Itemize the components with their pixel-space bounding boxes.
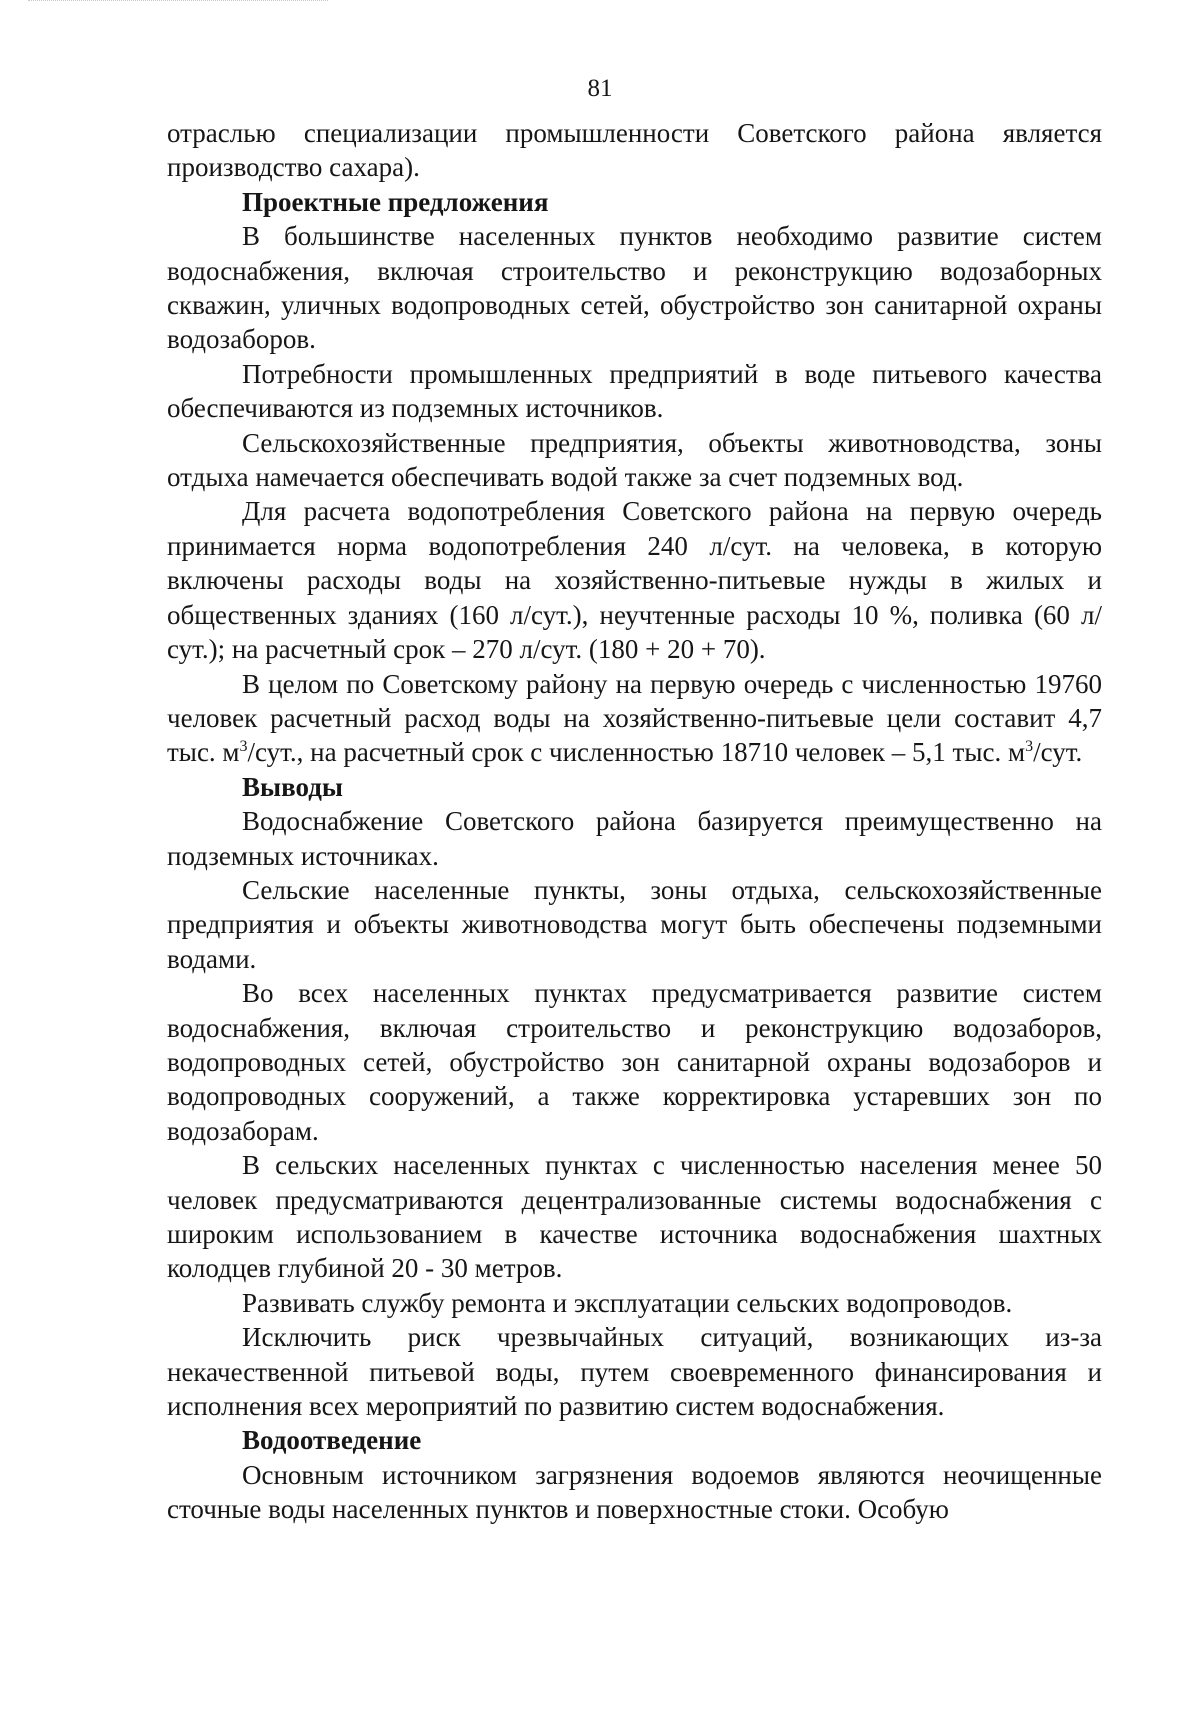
paragraph-industrial-needs: Потребности промышленных предприятий в воде питьевого качества обеспечиваются из подземных источников. xyxy=(167,358,1102,424)
paragraph-estimated-consumption xyxy=(167,667,1102,770)
paragraph-emergency-risk: Исключить риск чрезвычайных ситуаций, возникающих из-за некачественной питьевой воды, путем своевременного финансирования и исполнения всех мероприятий по развитию систем водоснабжения. xyxy=(167,1322,1102,1422)
consumption-text-part1: В целом по Советскому району на первую очередь с численностью 19760 человек расчетный расход воды на хозяйственно-питьевые цели составит 4,7 тыс. м xyxy=(167,668,1102,768)
paragraph-agricultural-enterprises: Сельскохозяйственные предприятия, объекты животноводства, зоны отдыха намечается обеспечивать водой также за счет подземных вод. xyxy=(167,427,1102,493)
paragraph-maintenance-service: Развивать службу ремонта и эксплуатации сельских водопроводов. xyxy=(242,1287,1013,1318)
page-body xyxy=(167,116,1102,1527)
paragraph-consumption-norm: Для расчета водопотребления Советского района на первую очередь принимается норма водопотребления 240 л/сут. на человека, в которую включены расходы воды на хозяйственно-питьевые нужды в жилых и общественных зданиях (160 л/сут.), неучтенные расходы 10 %, поливка (60 л/сут.); на расчетный срок – 270 л/сут. (180 + 20 + 70). xyxy=(167,496,1102,665)
paragraph-groundwater-basis: Водоснабжение Советского района базируется преимущественно на подземных источниках. xyxy=(167,806,1102,871)
paragraph-water-supply-development: В большинстве населенных пунктов необходимо развитие систем водоснабжения, включая строительство и реконструкцию водозаборных скважин, уличных водопроводных сетей, обустройство зон санитарной охраны водозаборов. xyxy=(167,221,1102,355)
scan-artifact xyxy=(28,0,328,5)
paragraph-continuation: отраслью специализации промышленности Советского района является производство сахара). xyxy=(167,118,1102,183)
page-number: 81 xyxy=(587,75,613,102)
paragraph-system-development: Во всех населенных пунктах предусматривается развитие систем водоснабжения, включая строительство и реконструкцию водозаборов, водопроводных сетей, обустройство зон санитарной охраны водозаборов и водопроводных сооружений, а также корректировка устаревших зон по водозаборам. xyxy=(167,978,1102,1146)
paragraph-pollution-sources: Основным источником загрязнения водоемов являются неочищенные сточные воды населенных пунктов и поверхностные стоки. Особую xyxy=(167,1459,1102,1525)
cubic-superscript: 3 xyxy=(1025,738,1034,756)
consumption-text-part2: /сут., на расчетный срок с численностью 18710 человек – 5,1 тыс. м xyxy=(247,737,1026,768)
paragraph-rural-supply: Сельские населенные пункты, зоны отдыха, сельскохозяйственные предприятия и объекты животноводства могут быть обеспечены подземными водами. xyxy=(167,874,1102,974)
heading-conclusions: Выводы xyxy=(242,771,343,802)
cubic-superscript: 3 xyxy=(239,738,248,756)
paragraph-decentralized-systems: В сельских населенных пунктах с численностью населения менее 50 человек предусматриваются децентрализованные системы водоснабжения с широким использованием в качестве источника водоснабжения шахтных колодцев глубиной 20 - 30 метров. xyxy=(167,1150,1102,1284)
consumption-text-part3: /сут. xyxy=(1033,737,1083,768)
heading-drainage: Водоотведение xyxy=(242,1425,422,1456)
heading-proposals: Проектные предложения xyxy=(242,186,549,217)
